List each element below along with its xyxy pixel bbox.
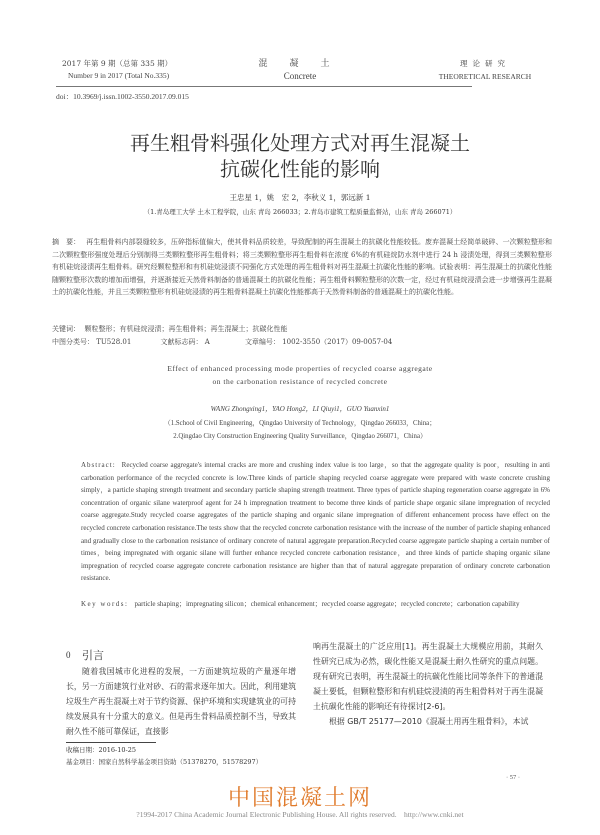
intro-left-column: 随着我国城市化进程的发展，一方面建筑垃圾的产量逐年增长，另一方面建筑行业对砂、石的需求逐年加大。因此，利用建筑垃圾生产再生混凝土对于节约资源、保护环境和实现建筑业的可持续发展具有十分重大的意义。但是再生骨料品质控制不当，导致其耐久性不能可靠保证，直接影 (66, 667, 296, 737)
journal-name-en: Concrete (283, 71, 317, 81)
journal-name-cn: 混凝土 (258, 59, 352, 69)
abstract-cn-label: 摘 要： (52, 238, 81, 246)
doc-code-label: 文献标志码： (160, 338, 203, 346)
abstract-en (81, 459, 550, 585)
keywords-cn-label: 关键词： (52, 325, 80, 333)
authors-en: WANG Zhongxing1，YAO Hong2，LI Qiuyi1，GUO Yuanxin1 (210, 405, 390, 413)
article-no-value: 1002-3550（2017）09-0057-04 (282, 338, 393, 346)
title-cn-line1: 再生粗骨料强化处理方式对再生混凝土 (130, 131, 470, 155)
intro-right-para1: 响再生混凝土的广泛应用[1]。再生混凝土大规模应用前，其耐久性研究已成为必然，碳化性能又是混凝土耐久性研究的重点问题。现有研究已表明，再生混凝土的抗碳化性能比同等条件下的普通混凝土要低，但颗粒整形和有机硅烷浸渍的再生粗骨料对于再生混凝土抗碳化性能的影响还有待探讨[2-6]。 (313, 642, 543, 712)
section-title: 引言 (82, 649, 104, 662)
footnote-rule (66, 742, 156, 743)
authors-cn: 王忠星 1，姚 宏 2，李秋义 1，郭远新 1 (229, 193, 371, 202)
doc-code-value: A (204, 338, 210, 346)
keywords-cn (52, 324, 552, 334)
copyright-line: ?1994-2017 China Academic Journal Electronic Publishing House. All rights reserved. http://www.cnki.net (136, 810, 464, 819)
keywords-en-text: particle shaping；impregnating silicon；chemical enhancement；recycled coarse aggregate；recycled concrete；carbonation capability (134, 600, 520, 608)
header-rule (56, 86, 472, 87)
title-en-line1: Effect of enhanced processing mode properties of recycled coarse aggregate (167, 364, 433, 373)
keywords-cn-text: 颗粒整形；有机硅烷浸渍；再生粗骨料；再生混凝土；抗碳化性能 (84, 325, 288, 333)
keywords-en (81, 598, 550, 611)
title-en-line2: on the carbonation resistance of recycled concrete (212, 377, 388, 386)
abstract-cn-text: 再生粗骨料内部裂缝较多，压碎指标值偏大，使其骨料品质较差，导致配制的再生混凝土的抗碳化性能较低。废弃混凝土经简单破碎、一次颗粒整形和二次颗粒整形强度处理后分别制得三类颗粒整形再生粗骨料；将三类颗粒整形再生粗骨料在浓度 6%的有机硅烷防水剂中进行 24 h 浸渍处理，得到三类颗粒整形有机硅烷浸渍再生粗骨料。研究经颗粒整形和有机硅烷浸渍不同强化方式处理的再生粗骨料对再生混凝土抗碳化性能的影响。试验表明：再生混凝土的抗碳化性能随颗粒整形次数的增加而增强，并逐渐接近天然骨料制备的普通混凝土的抗碳化性能；再生粗骨料颗粒整形的次数一定，经过有机硅烷浸渍会进一步增强再生混凝土的抗碳化性能，并且三类颗粒整形有机硅烷浸渍的再生粗骨料混凝土抗碳化性能都高于天然骨料制备的普通混凝土的抗碳化性能。 (52, 238, 553, 297)
abstract-cn (52, 236, 552, 299)
abstract-en-label: Abstract: (81, 461, 116, 469)
received-date: 收稿日期：2016-10-25 (66, 746, 136, 754)
doi[interactable]: doi：10.3969/j.issn.1002-3550.2017.09.015 (56, 92, 189, 101)
page-number: · 57 · (506, 774, 521, 781)
watermark-logo: 中国混凝土网 (227, 786, 372, 811)
intro-right-para2: 根据 GB/T 25177—2010《混凝土用再生粗骨料》，本试 (329, 717, 529, 727)
keywords-en-label: Key words: (81, 600, 129, 608)
section-cn: 理论研究 (460, 59, 510, 68)
clc-label: 中图分类号： (52, 338, 94, 346)
abstract-en-text: Recycled coarse aggregate's internal cracks are more and crushing index value is too large，so that the aggregate quality is poor，resulting in anti carbonation performance of the recycled concrete is low.Three kinds of particle shaping recycled coarse aggregate were prepared with waste concrete crushing simply，a particle shaping strength treatment and secondary particle shaping strength treatment. Three types of particle shaping regeneration coarse aggregate in 6% concentration of organic silane waterproof agent for 24 h impregnation treatment to become three kinds of particle shape organic silane impregnation of recycled coarse aggregate.Study recycled coarse aggregates of the particle shaping and organic silane impregnation of different enhancement process have effect on the recycled concrete carbonation resistance.The tests show that the recycled concrete carbonation resistance with the increase of the number of particle shaping enhanced and gradually close to the carbonation resistance of ordinary concrete of natural aggregate preparation.Recycled coarse aggregate particle shaping a certain number of times，being impregnated with organic silane will further enhance recycled concrete carbonation resistance，and three kinds of particle shaping organic silane impregnation of recycled coarse aggregate concrete carbonation resistance are higher than that of natural aggregate preparation of ordinary concrete carbonation resistance. (81, 461, 550, 583)
affiliations-cn: （1.青岛理工大学 土木工程学院，山东 青岛 266033；2.青岛市建筑工程质量监督站，山东 青岛 266071） (143, 208, 457, 216)
section-number: 0 (66, 650, 71, 660)
affiliation-en-1: （1.School of Civil Engineering，Qingdao University of Technology，Qingdao 266033，China； (164, 420, 436, 427)
issue-cn: 2017 年第 9 期（总第 335 期） (62, 59, 173, 68)
intro-right-column (313, 639, 543, 730)
affiliation-en-2: 2.Qingdao City Construction Engineering Quality Surveillance，Qingdao 266071，China） (173, 433, 427, 440)
issue-en: Number 9 in 2017 (Total No.335) (68, 71, 170, 80)
clc-value: TU528.01 (96, 338, 132, 346)
section-en: THEORETICAL RESEARCH (438, 72, 532, 81)
article-no-label: 文章编号： (244, 338, 280, 346)
classification-line (52, 337, 552, 347)
fund-info: 基金项目：国家自然科学基金项目资助（51378270，51578297） (66, 758, 263, 766)
title-cn-line2: 抗碳化性能的影响 (220, 157, 380, 181)
